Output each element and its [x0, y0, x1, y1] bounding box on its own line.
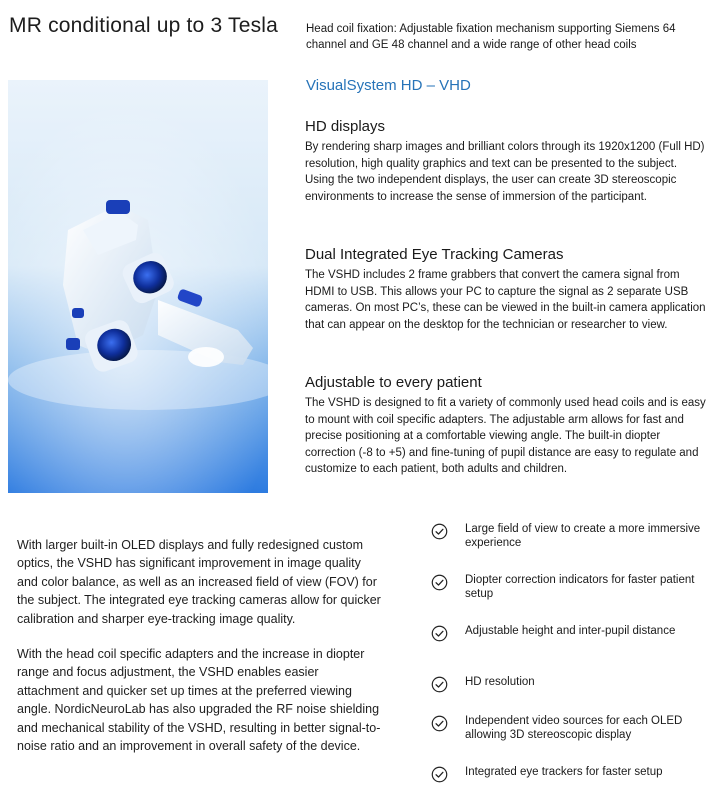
section-adjustable	[305, 373, 707, 478]
check-circle-icon	[431, 574, 448, 591]
section-eye-tracking	[305, 245, 707, 333]
list-item	[431, 574, 711, 601]
page-title: MR conditional up to 3 Tesla	[9, 14, 279, 37]
feature-text: Adjustable height and inter-pupil distance	[465, 625, 676, 637]
check-circle-icon	[431, 676, 448, 693]
check-circle-icon	[431, 625, 448, 642]
brand-heading: VisualSystem HD – VHD	[306, 77, 471, 94]
list-item	[431, 676, 711, 693]
section-heading: Adjustable to every patient	[305, 374, 482, 391]
section-heading: Dual Integrated Eye Tracking Cameras	[305, 246, 564, 263]
list-item	[431, 523, 711, 550]
section-text: The VSHD is designed to fit a variety of commonly used head coils and is easy to mount with coil specific adapters. The adjustable arm allows for fast and precise positioning at a comfortable viewing angle. The built-in diopter correction (-8 to +5) and fine-tuning of pupil distance are easy to regulate and customize to each patient, both adults and children.	[305, 397, 706, 475]
feature-text: Diopter correction indicators for faster patient setup	[465, 574, 695, 600]
feature-text: Integrated eye trackers for faster setup	[465, 766, 663, 778]
description-paragraph: With larger built-in OLED displays and fully redesigned custom optics, the VSHD has significant improvement in image quality and color balance, as well as an increased field of view (FOV) for the subject. The integrated eye tracking cameras allow for quicker calibration and sharper eye-tracking image quality.	[17, 538, 381, 626]
head-coil-fixation-text: Head coil fixation: Adjustable fixation mechanism supporting Siemens 64 channel and GE 48 channel and a wide range of other head coils	[306, 23, 676, 51]
feature-text: HD resolution	[465, 676, 535, 688]
section-heading: HD displays	[305, 118, 386, 135]
list-item	[431, 715, 711, 742]
check-circle-icon	[431, 523, 448, 540]
feature-text: Large field of view to create a more immersive experience	[465, 523, 701, 549]
list-item	[431, 625, 711, 642]
section-hd-displays	[305, 117, 707, 205]
description-body	[17, 536, 383, 772]
list-item	[431, 766, 711, 783]
check-circle-icon	[431, 766, 448, 783]
description-paragraph: With the head coil specific adapters and the increase in diopter range and focus adjustment, the VSHD enables easier attachment and quicker set up times at the preferred viewing angle. NordicNeuroLab has also upgraded the RF noise shielding and mechanical stability of the VSHD, resulting in better signal-to-noise ratio and an improvement in overall safety of the device.	[17, 647, 381, 754]
feature-text: Independent video sources for each OLED allowing 3D stereoscopic display	[465, 715, 683, 741]
check-circle-icon	[431, 715, 448, 732]
section-text: By rendering sharp images and brilliant colors through its 1920x1200 (Full HD) resolution, high quality graphics and text can be presented to the subject. Using the two independent displays, the user can create 3D stereoscopic environments to increase the sense of immersion of the participant.	[305, 141, 705, 203]
product-photo	[8, 80, 268, 493]
section-text: The VSHD includes 2 frame grabbers that convert the camera signal from HDMI to USB. This allows your PC to capture the signal as 2 separate USB cameras. On most PC’s, these can be viewed in the built-in camera application that can appear on the desktop for the technician or researcher to view.	[305, 269, 706, 331]
